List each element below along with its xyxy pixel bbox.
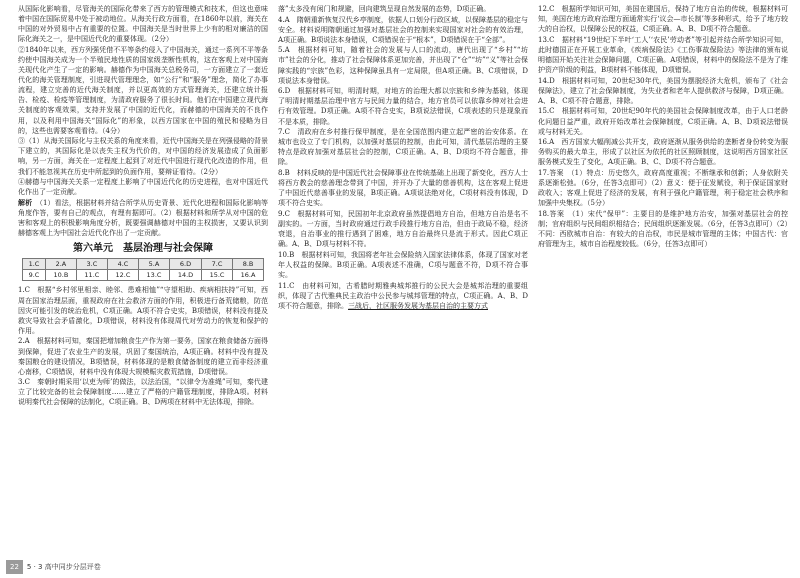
answer-item: 1.C 根据“乡村邻里相亲、睦邻、患难相恤”“守望相助、疾病相扶持”可知，西周在国家治理层面，重视政府在社会救济方面的作用，积极进行备荒储粮，防范因灾可能引发的统治危机，C项正确。A项不符合史实，B项错误，材料没有提及救灾导致社会矛盾激化，D项错误，材料没有体现周代对劳动力的恢复和保护的作用。 — [18, 286, 268, 335]
unit-title: 第六单元 基层治理与社会保障 — [73, 243, 213, 255]
answer-cell: 5.A — [138, 259, 169, 270]
answer-cell: 14.D — [170, 270, 202, 281]
footer-brand: 5 · 3 高中同步分层评卷 — [26, 563, 101, 571]
col1-analysis — [18, 198, 268, 238]
answer-cell: 7.C — [201, 259, 232, 270]
answer-item: 7.C 清政府在乡村推行保甲制度，是在全国范围内建立起严密的治安体系。在城市也设立了专门机构，以加强对基层的控制，由此可知，清代基层治理的主要特点是政府加强对基层社会的控制，C项正确。A、B、D项均不符合题意，排除。 — [278, 128, 528, 167]
answer-cell: 10.B — [45, 270, 76, 281]
column-right — [538, 4, 788, 250]
answer-item: 17.答案 （1）特点：历史悠久，政府高度重视；不断继承和创新；人身依附关系逐渐松弛。（6分，任答3点即可）（2）意义：便于征发赋役，利于保证国家财政收入；客观上促进了经济的发展，有利于强化户籍管理，利于稳定社会秩序和加强中央集权。（5分） — [538, 169, 788, 208]
answer-cell: 1.C — [23, 259, 46, 270]
answer-item: 9.C 根据材料可知，民国初年北京政府虽然提倡地方自治，但地方自治是名不副实的。一方面，当时政府通过行政手段推行地方自治，但由于政局不稳，经济衰退，自治事业的推行遇到了困难，地方自治最终只是流于形式。因此C项正确。A、B、D项与材料不符。 — [278, 209, 528, 249]
answer-cell: 6.D — [170, 259, 202, 270]
answer-item: 3.C 秦朝时期采用‘以吏为师’的做法，以法治国，“以律令为准绳”可知，秦代建立了比较完备的社会保障制度……建立了严格的户籍管理制度，排除A项。材料说明秦代社会保障的法制化，C项正确。B、D两项在材料中无法体现，排除。 — [18, 378, 268, 407]
analysis-label: 解析 — [18, 197, 33, 207]
answer-item: 4.A 隋朝重新恢复汉代乡亭制度，依据人口划分行政区域，以保障基层的稳定与安全。材料说明隋朝通过加强对基层社会的控制来实现国家对社会的有效治理，A项正确。B项说法本身错误，C项错误在于“根本”，D项错误在于“全部”。 — [278, 15, 528, 44]
answer-cell: 8.B — [233, 259, 264, 270]
answer-cell: 2.A — [45, 259, 76, 270]
underlined-phrase: 三战后，社区服务发展为基层自治的主要方式 — [348, 301, 488, 310]
answer-item — [278, 281, 528, 311]
page-number: 22 — [6, 560, 23, 574]
col1-para-3: ③（1）从海关国际化与主权关系的角度来看，近代中国海关是在列强侵略的背景下建立的，其国际化是以丧失主权为代价的，对中国的经济发展造成了负面影响，另一方面，海关在一定程度上起到了对近代中国进行现代化改造的作用，但我们不能忽视其在历史中所起到的负面作用，要辩证看待。（2分） — [18, 137, 268, 176]
col1-para-1: 从国际化影响看，尽管海关的国际化带来了西方的管理模式和技术，但这也意味着中国在国际贸易中处于被动地位。从海关行政方面看，在1860年以前，海关在中国的对外贸易中占有重要的位置。中国海关是当时世界上少有的相对廉洁的国际化海关之一，是中国近代化的重要体现。（2分） — [18, 5, 268, 44]
answer-item: 10.B 根据材料可知，我国将老年社会保险纳入国家法律体系，体现了国家对老年人权益的保障。B项正确。A项表述不准确，C项与题意不符，D项不符合事实。 — [278, 250, 528, 279]
col1-para-4: ④赫德与中国海关关系一定程度上影响了中国近代化的历史进程，也对中国近代化作出了一定贡献。 — [18, 178, 268, 197]
answer-item: 12.C 根据所学知识可知，美国在建国后，保持了地方自治的传统，根据材料可知，美国在地方政府治理方面通常实行‘议会—市长制’等多种形式，给予了地方较大的自治权，以保障公民的权益，C项正确。A、B、D项不符合题意。 — [538, 5, 788, 34]
analysis-text: （1）看法，根据材料并结合所学从历史背景、近代化进程和国际化影响等角度作答，要有自己的观点，有理有据即可。（2）根据材料和所学从对中国的危害和客观上的积极影响角度分析，既要强调赫德对中国的主权损害，又要认识到赫德客观上为中国社会近代化作出了一定贡献。 — [18, 198, 269, 238]
answer-cell: 12.C — [107, 270, 138, 281]
answer-cell: 13.C — [138, 270, 169, 281]
answer-item: 13.C 据材料“19世纪下半叶‘工人’‘农民’劳动者”等引起并结合所学知识可知，此时德国正在开展工业革命，《疾病保险法》《工伤事故保险法》等法律的颁布说明德国开始关注社会保障问题，C项正确。A项错误，材料中的保险法不是为了维护资产阶级的利益，B项材料不能体现，D项错误。 — [538, 35, 788, 75]
answer-cell: 4.C — [107, 259, 138, 270]
page-footer — [6, 560, 166, 574]
answer-item: 8.B 材料反映的是中国近代社会保障事业在传统基础上出现了新变化，西方人士将西方教会的慈善理念带到了中国，并开办了大量的慈善机构，这在客观上促进了中国近代慈善事业的发展，B项正确。A项说法绝对化，C项材料没有体现，D项不符合史实。 — [278, 169, 528, 208]
answer-item: 18.答案 （1）宋代“保甲”：主要目的是维护地方治安，加强对基层社会的控制；官府组织与民间组织相结合；民间组织逐渐发展。（6分，任答3点即可）（2）不同：西欧城市自治：有较大的自治权，市民是城市管理的主体；中国古代：官府管理为主，城市自治程度较低。（6分，任答3点即可） — [538, 209, 788, 249]
answer-item: 16.A 西方国家大幅削减公共开支，政府逐渐从服务供给的垄断者身份转变为服务购买的最大单主，形成了以社区为依托的社区照顾制度，这说明西方国家社区服务模式发生了变化，A项正确。B、C、D项不符合题意。 — [538, 138, 788, 167]
answer-text: 11.C 由材料可知，古希腊时期雅典城邦推行的公民大会是城邦治理的重要组织，体现了古代雅典民主政治中公民参与城邦管理的特点，C项正确。A、B、D项不符合题意，排除。 — [278, 281, 528, 310]
answer-item: 14.D 根据材料可知，20世纪30年代，美国为摆脱经济大危机，颁布了《社会保障法》，建立了社会保障制度，为失业者和老年人提供救济与保障，D项正确。A、B、C项不符合题意，排除。 — [538, 76, 788, 105]
answer-table-row — [23, 259, 264, 270]
answer-cell: 3.C — [76, 259, 107, 270]
answer-cell: 11.C — [76, 270, 107, 281]
answer-item: 6.D 根据材料可知，明清时期，对地方的治理大都以宗族和乡绅为基础，体现了明清时期基层治理中官方与民间力量的结合，地方官员可以依靠乡绅对社会进行有效管理。D项正确。A项不符合史实，B项说法错误，C项表述的只是现象而不是本质，排除。 — [278, 87, 528, 126]
answer-item: 5.A 根据材料可知，随着社会的发展与人口的流动，唐代出现了“乡村”“坊市”社会的分化，推动了社会保障体系更加完善，并出现了“仓”“坊”“义”等社会保障实践的“宗族”色彩，这种保障虽具有一定局限，但A项正确。B、C项错误，D项说法本身错误。 — [278, 46, 528, 85]
answer-item: 2.A 根据材料可知，秦国把增加粮食生产作为第一要务，国家在粮食储备方面得到保障，促进了农业生产的发展，巩固了秦国统治，A项正确。材料中没有提及秦国粮仓的建设情况，B项错误，材料体现的是粮食储备制度的建立而非经济重心南移，C项错误，材料中没有体现大规模赈灾救荒措施，D项错误。 — [18, 337, 268, 376]
answer-table — [22, 258, 264, 281]
column-middle — [278, 4, 528, 311]
col1-para-2: ②1840年以来，西方列强凭借不平等条约侵入了中国海关，通过一系列不平等条约使中国海关成为一个半殖民地性质的国家级垄断性机构，这在客观上对中国海关现代化产生了一定的影响。赫德作为中国海关总税务司，一方面建立了一套近代化的海关管理制度，引进现代管理理念，如“公行”和“服务”理念，简化了办事流程，建立完善的近代海关制度，并以更高效的方式管理海关，还建立统计报告、检疫、检疫等管理制度，为清政府服务了很长时间。他们在中国建立现代海关制度的客观效果，支持并发展了中国的近代化，而赫德的中国海关的不良作用，以及利用中国海关“国际化”的形象，以西方国家在中国的殖民和侵略为目的，这些也需要客观看待。（4分） — [18, 45, 268, 135]
answer-item: 落”太多没有闲门和规避，回向建筑呈现自然发展的态势，D项正确。 — [278, 5, 491, 13]
answer-table-row — [23, 270, 264, 281]
answer-item: 15.C 根据材料可知，20世纪90年代的美国社会保障制度改革，由于人口老龄化问题日益严重，政府开始改革社会保障制度，C项正确。A、B、D项说法错误或与材料无关。 — [538, 107, 788, 136]
answer-cell: 16.A — [233, 270, 264, 281]
answer-cell: 9.C — [23, 270, 46, 281]
column-left — [18, 4, 268, 408]
answer-cell: 15.C — [201, 270, 232, 281]
